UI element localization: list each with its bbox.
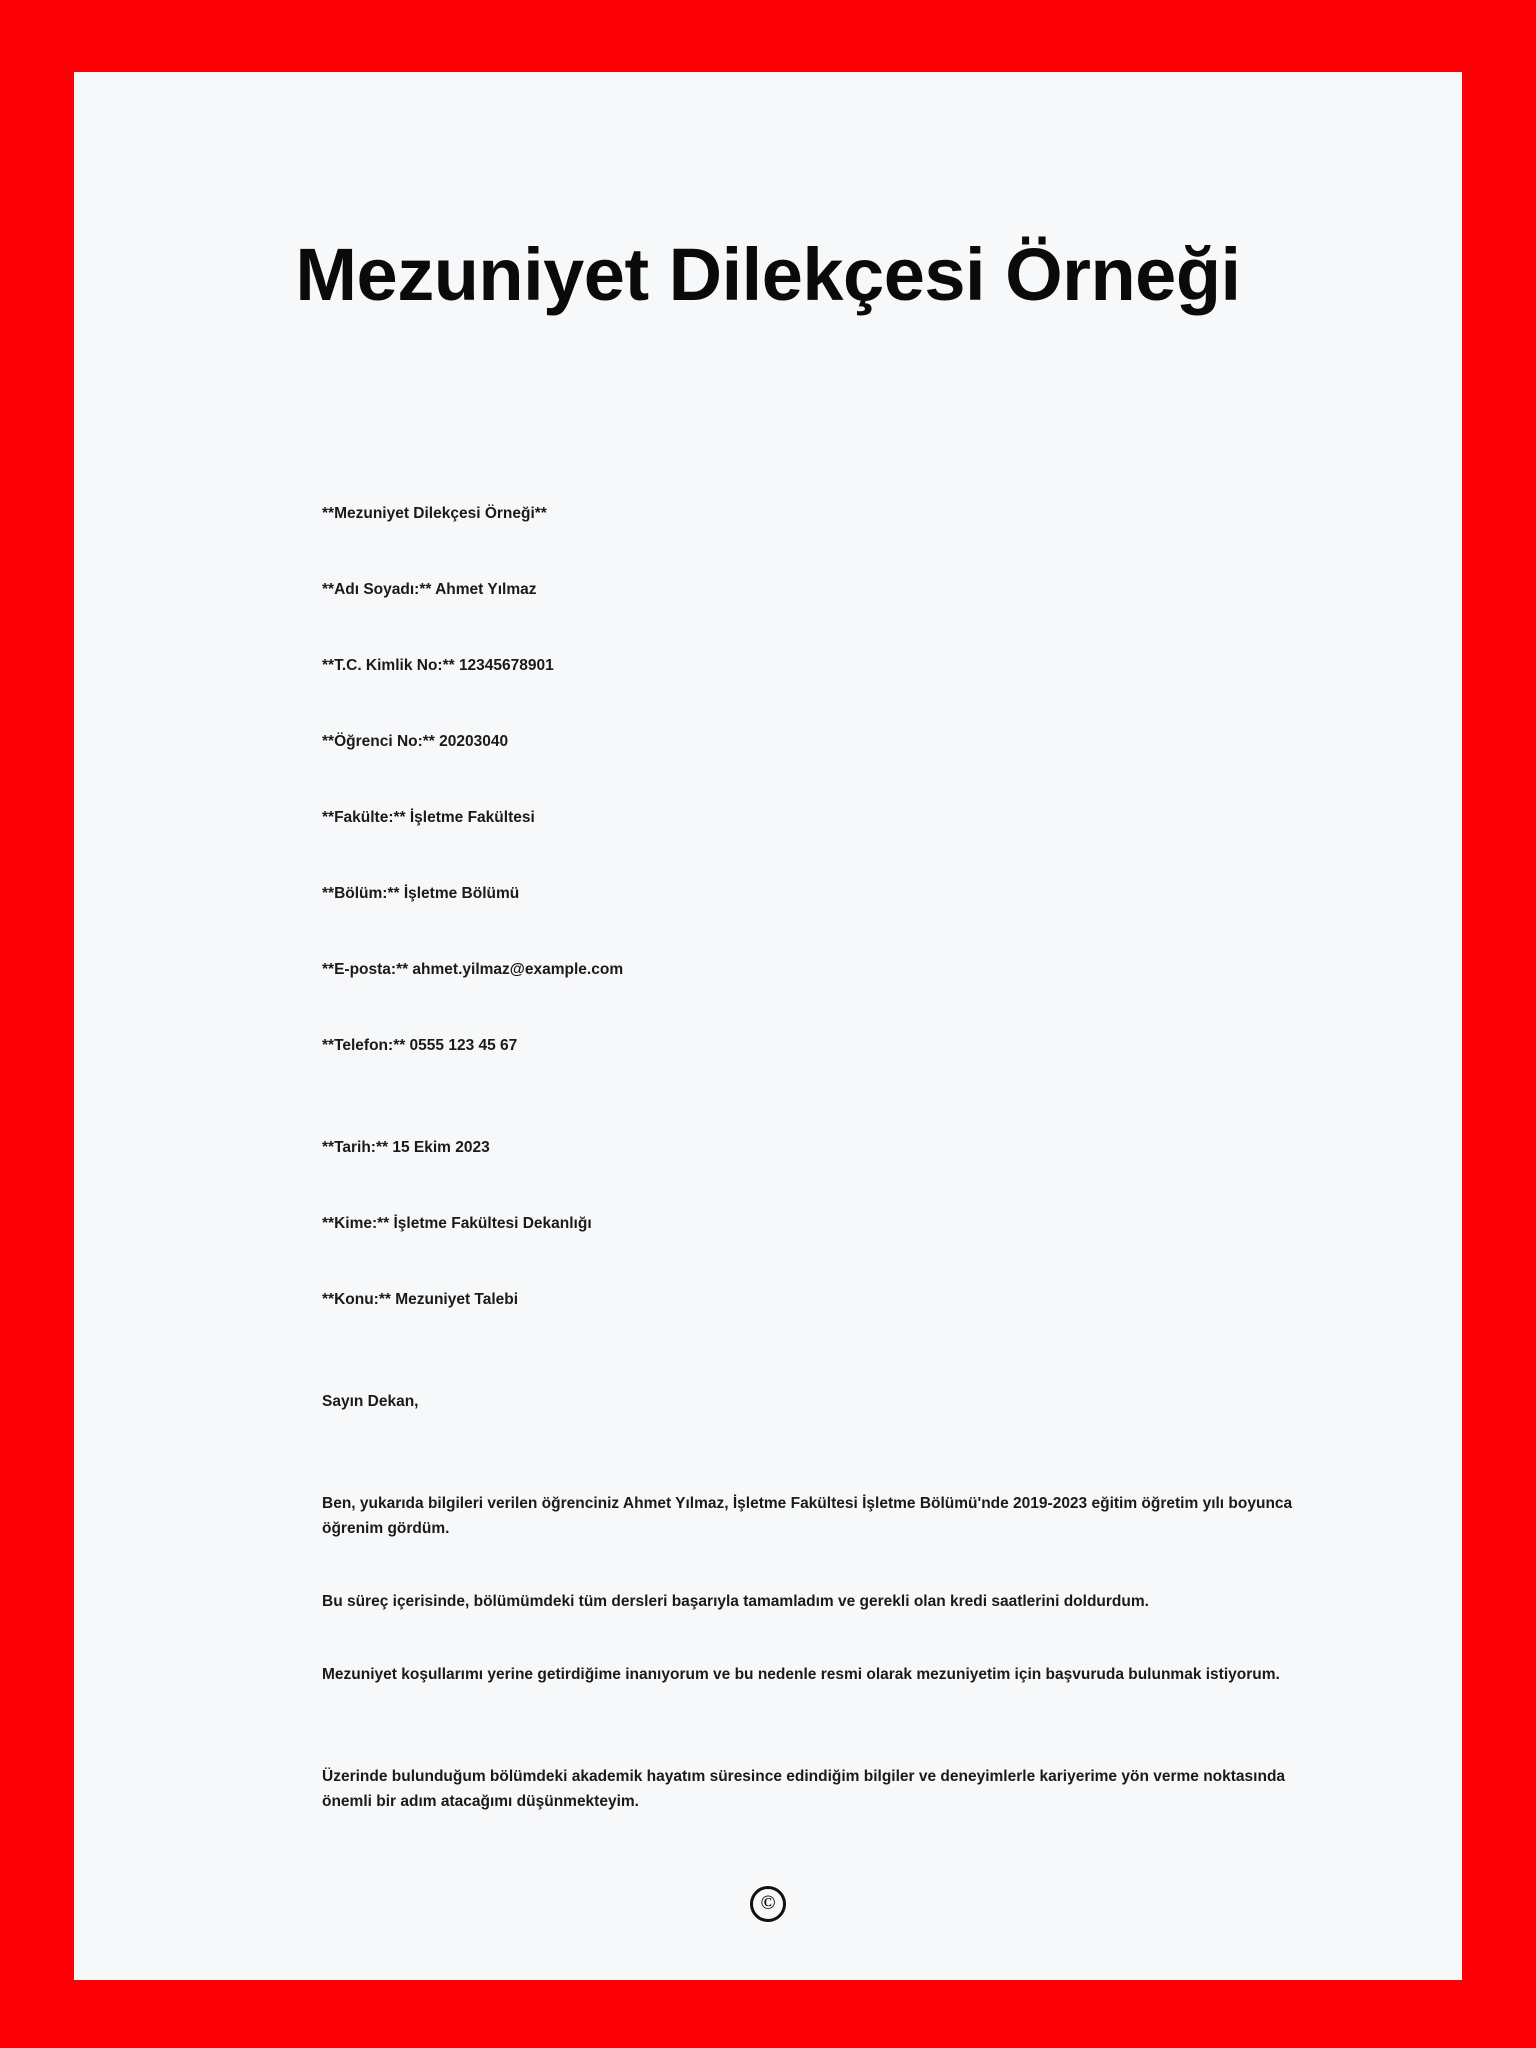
field-phone: **Telefon:** 0555 123 45 67 [322, 1037, 518, 1055]
document-heading-line: **Mezuniyet Dilekçesi Örneği** [322, 505, 547, 522]
field-recipient: **Kime:** İşletme Fakültesi Dekanlığı [322, 1215, 592, 1233]
footer [74, 1886, 1462, 1922]
copyright-icon: © [750, 1886, 786, 1922]
paragraph-1: Ben, yukarıda bilgileri verilen öğrenciniz Ahmet Yılmaz, İşletme Fakültesi İşletme Bölümü'nde 2019-2023 eğitim öğretim yılı boyunca öğrenim gördüm. [322, 1495, 1293, 1537]
document-page [74, 72, 1462, 1980]
paragraph-2: Bu süreç içerisinde, bölümümdeki tüm dersleri başarıyla tamamladım ve gerekli olan kredi saatlerini doldurdum. [322, 1592, 1149, 1610]
field-date: **Tarih:** 15 Ekim 2023 [322, 1139, 490, 1157]
field-national-id: **T.C. Kimlik No:** 12345678901 [322, 657, 554, 675]
field-email: **E-posta:** ahmet.yilmaz@example.com [322, 961, 624, 979]
paragraph-4: Üzerinde bulunduğum bölümdeki akademik hayatım süresince edindiğim bilgiler ve deneyimlerle kariyerime yön verme noktasında önemli bir adım atacağımı düşünmekteyim. [322, 1768, 1286, 1811]
field-name: **Adı Soyadı:** Ahmet Yılmaz [322, 581, 537, 599]
salutation: Sayın Dekan, [322, 1393, 419, 1411]
field-faculty: **Fakülte:** İşletme Fakültesi [322, 809, 535, 827]
field-department: **Bölüm:** İşletme Bölümü [322, 885, 520, 903]
field-student-number: **Öğrenci No:** 20203040 [322, 733, 509, 751]
paragraph-3: Mezuniyet koşullarımı yerine getirdiğime inanıyorum ve bu nedenle resmi olarak mezuniyetim için başvuruda bulunmak istiyorum. [322, 1665, 1280, 1683]
page-title: Mezuniyet Dilekçesi Örneği [295, 233, 1241, 316]
field-subject: **Konu:** Mezuniyet Talebi [322, 1291, 519, 1309]
document-body [322, 502, 1322, 1863]
